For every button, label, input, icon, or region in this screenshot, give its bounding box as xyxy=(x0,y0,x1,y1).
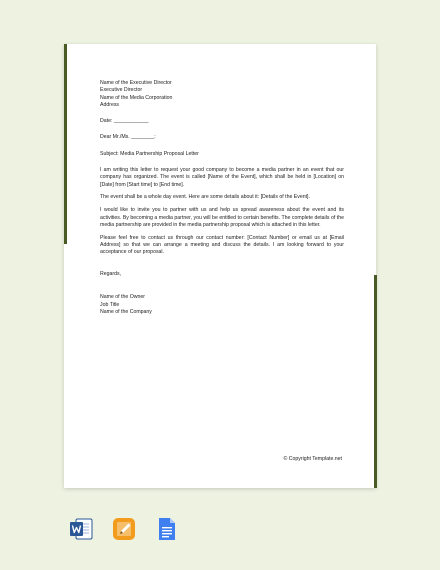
sender-address: Address xyxy=(100,101,120,108)
signature-title: Job Title xyxy=(100,301,120,308)
closing: Regards, xyxy=(100,271,122,278)
salutation: Dear Mr./Ms. ________: xyxy=(100,134,156,141)
sender-block xyxy=(100,80,344,109)
copyright-text: © Copyright Template.net xyxy=(283,456,342,462)
sender-company: Name of the Media Corporation xyxy=(100,94,173,101)
paragraph-3: I would like to invite you to partner with us and help us spread awareness about the event and its activities. By becoming a media partner, you will be entitled to certain benefits. The complete details of the media partnership are provided in the media partnership proposal which is attached in this letter. xyxy=(100,207,344,228)
paragraph-2: The event shall be a whole day event. Here are some details about it: [Details of the Event]. xyxy=(100,194,310,201)
pages-icon[interactable] xyxy=(111,516,137,542)
word-icon[interactable] xyxy=(68,516,94,542)
sender-name: Name of the Executive Director xyxy=(100,80,172,86)
date-line: Date: ____________ xyxy=(100,118,149,125)
app-icon-row xyxy=(68,516,180,542)
subject-line: Subject: Media Partnership Proposal Letter xyxy=(100,150,199,157)
letter-body xyxy=(100,80,344,316)
paragraph-4: Please feel free to contact us through our contact number: [Contact Number] or email us at [Email Address] so that we can arrange a meeting and discuss the details. I am looking forward to your acceptance of our proposal. xyxy=(100,234,344,256)
google-docs-icon[interactable] xyxy=(154,516,180,542)
sender-title: Executive Director xyxy=(100,87,143,94)
signature-company: Name of the Company xyxy=(100,308,152,315)
signature-block xyxy=(100,294,344,316)
signature-name: Name of the Owner xyxy=(100,294,145,301)
accent-bar-right xyxy=(374,275,377,488)
paragraph-1: I am writing this letter to request your good company to become a media partner in an event that our company has organized. The event is called [Name of the Event], which shall be held in [Location] on [Date] from [Start time] to [End time]. xyxy=(100,167,344,188)
accent-bar-left xyxy=(64,44,67,244)
